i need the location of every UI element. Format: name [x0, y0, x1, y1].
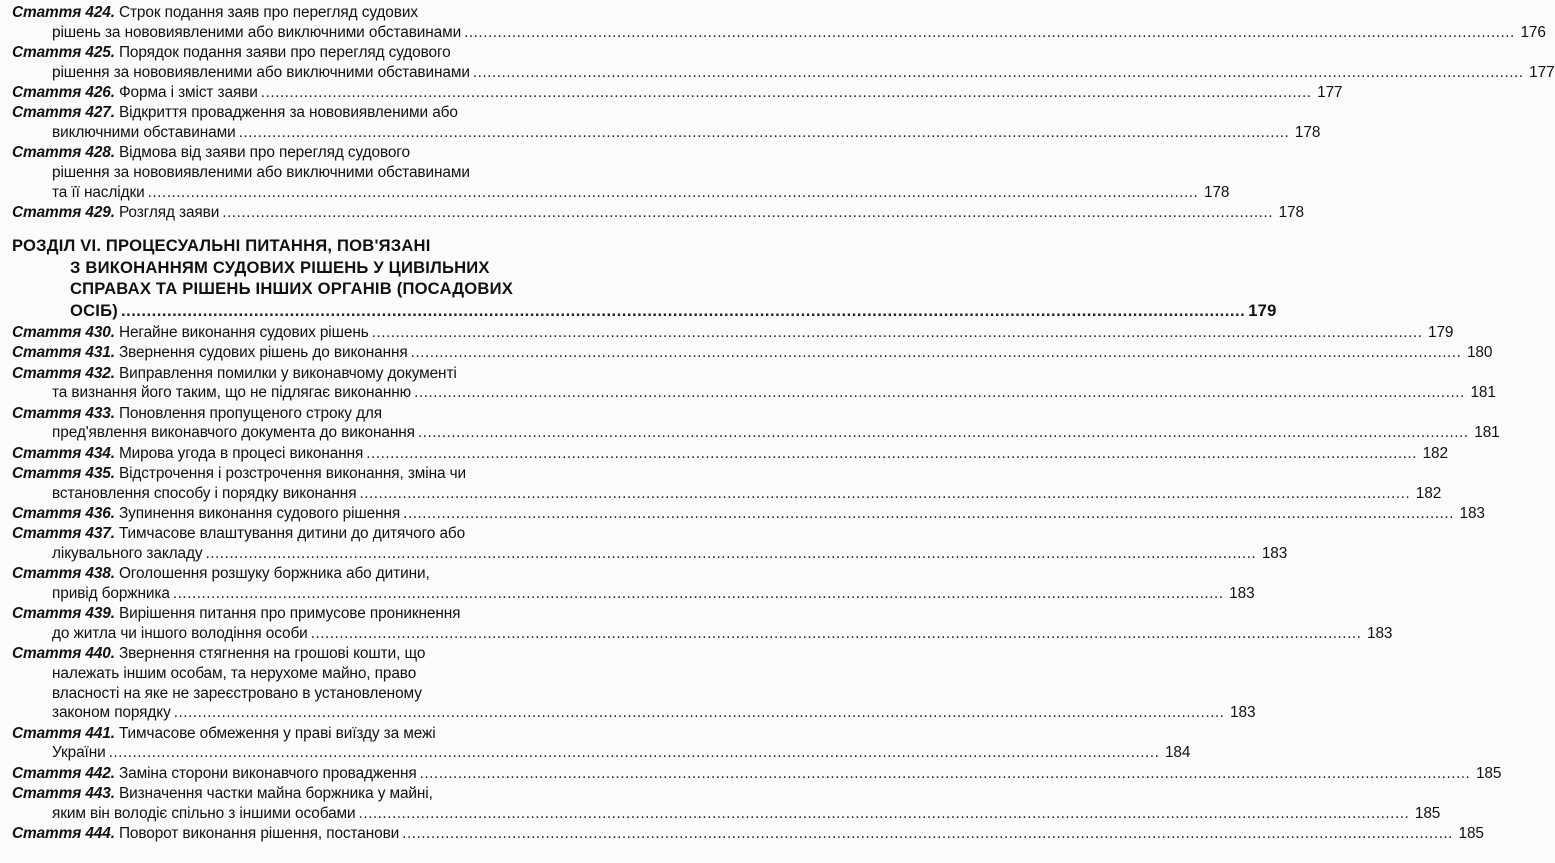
article-title: Розгляд заяви [118, 203, 220, 221]
leader-dots: ............................................................................................................................................................................................................................ [147, 183, 1199, 201]
toc-line [12, 23, 1546, 43]
page-number: 178 [1278, 203, 1304, 221]
toc-line [12, 163, 584, 183]
toc-line [12, 504, 1485, 524]
toc-entry [12, 644, 1256, 722]
toc-entry [12, 3, 1546, 42]
leader-dots: ............................................................................................................................................................................................................................ [371, 323, 1423, 341]
leader-dots: ............................................................................................................................................................................................................................ [417, 424, 1469, 442]
article-title: Відмова від заяви про перегляд судового [118, 144, 410, 162]
page-number: 182 [1422, 444, 1448, 462]
article-label: Стаття 436. [12, 505, 115, 523]
leader-dots: ............................................................................................................................................................................................................................ [222, 203, 1273, 221]
page-number: 179 [1248, 300, 1277, 320]
leader-dots: ............................................................................................................................................................................................................................ [410, 344, 1462, 362]
page-number: 183 [1261, 545, 1288, 563]
article-label: Стаття 424. [12, 4, 115, 21]
toc-entry [12, 103, 1321, 142]
article-title: Порядок подання заяви про перегляд судового [118, 43, 451, 61]
leader-dots: ............................................................................................................................................................................................................................ [472, 63, 1524, 81]
article-title: до житла чи іншого володіння особи [52, 625, 308, 642]
toc-line [12, 743, 1191, 763]
article-title: Тимчасове обмеження у праві виїзду за межі [118, 724, 436, 742]
toc-line [12, 664, 584, 684]
article-title: лікувального закладу [52, 545, 203, 563]
page-number: 178 [1294, 123, 1321, 141]
toc-entry [12, 323, 1454, 343]
article-label: Стаття 444. [12, 824, 115, 842]
toc-line [12, 383, 1496, 403]
page-number: 181 [1470, 384, 1496, 402]
toc-line [12, 300, 1277, 321]
toc-line [12, 423, 1500, 443]
article-title: Оголошення розшуку боржника або дитини, [118, 565, 430, 583]
page-number: 181 [1474, 424, 1500, 442]
article-title: яким він володіє спільно з іншими особами [52, 804, 356, 822]
article-label: Стаття 425. [12, 43, 115, 61]
article-label: Стаття 431. [12, 344, 115, 362]
article-title: З ВИКОНАННЯМ СУДОВИХ РІШЕНЬ У ЦИВІЛЬНИХ [70, 257, 490, 277]
toc-line [12, 484, 1442, 504]
article-title: Звернення судових рішень до виконання [118, 344, 408, 362]
toc-line [12, 724, 584, 744]
article-title: належать іншим особам, та нерухоме майно, право [52, 664, 417, 682]
toc-line [12, 3, 584, 23]
leader-dots: ............................................................................................................................................................................................................................ [205, 545, 1257, 563]
toc-line [12, 364, 584, 384]
leader-dots: ............................................................................................................................................................................................................................ [120, 300, 1246, 320]
page-number: 183 [1459, 505, 1485, 523]
page-number: 185 [1458, 824, 1484, 842]
toc-entry [12, 764, 1502, 784]
article-title: законом порядку [52, 704, 171, 722]
page-number: 179 [1428, 323, 1454, 341]
article-title: Строк подання заяв про перегляд судових [118, 4, 418, 21]
article-label: Стаття 437. [12, 525, 115, 543]
toc-entry [12, 83, 1343, 103]
article-label: Стаття 434. [12, 444, 115, 462]
toc-entry [12, 504, 1485, 524]
article-title: Відкриття провадження за нововиявленими або [118, 104, 458, 122]
article-title: та її наслідки [52, 183, 145, 201]
toc-line [12, 644, 584, 664]
page-number: 183 [1367, 625, 1393, 642]
leader-dots: ............................................................................................................................................................................................................................ [238, 123, 1290, 141]
article-title: Поворот виконання рішення, постанови [118, 824, 400, 842]
toc-line [12, 684, 584, 704]
toc-line [12, 343, 1493, 363]
article-title: та визнання його таким, що не підлягає виконанню [52, 384, 412, 402]
toc-entry [12, 524, 1288, 563]
page-number: 178 [1203, 183, 1230, 201]
article-title: Тимчасове влаштування дитини до дитячого або [118, 525, 466, 543]
page-number: 177 [1317, 83, 1343, 101]
toc-line [12, 63, 1555, 83]
leader-dots: ............................................................................................................................................................................................................................ [366, 444, 1417, 462]
article-label: Стаття 426. [12, 83, 115, 101]
article-label: Стаття 438. [12, 565, 115, 583]
article-title: Негайне виконання судових рішень [118, 323, 369, 341]
toc-line [12, 444, 1448, 464]
article-title: Поновлення пропущеного строку для [118, 404, 383, 422]
toc-line [12, 784, 584, 804]
article-label: Стаття 441. [12, 724, 115, 742]
toc-line [12, 123, 1321, 143]
toc-line [12, 804, 1441, 824]
article-title: виключними обставинами [52, 123, 236, 141]
toc-line [12, 278, 584, 299]
toc-line [12, 103, 584, 123]
leader-dots: ............................................................................................................................................................................................................................ [359, 484, 1411, 502]
toc-line [12, 703, 1256, 723]
toc-line [12, 564, 584, 584]
page-number: 184 [1164, 744, 1191, 762]
leader-dots: ............................................................................................................................................................................................................................ [419, 764, 1471, 782]
toc-line [12, 43, 584, 63]
article-title: рішення за нововиявленими або виключними обставинами [52, 63, 470, 81]
article-title: Мирова угода в процесі виконання [118, 444, 364, 462]
leader-dots: ............................................................................................................................................................................................................................ [260, 83, 1312, 101]
toc-line [12, 143, 584, 163]
article-title: власності на яке не зареєстровано в установленому [52, 684, 422, 702]
article-title: Визначення частки майна боржника у майні, [118, 784, 433, 802]
leader-dots: ............................................................................................................................................................................................................................ [172, 585, 1224, 602]
leader-dots: ............................................................................................................................................................................................................................ [310, 625, 1362, 642]
toc-line [12, 203, 1304, 223]
article-label: Стаття 427. [12, 104, 115, 122]
article-title: Зупинення виконання судового рішення [118, 505, 401, 523]
toc-line [12, 404, 584, 424]
article-title: ОСІБ) [70, 300, 118, 320]
leader-dots: ............................................................................................................................................................................................................................ [173, 704, 1225, 722]
toc-line [12, 764, 1502, 784]
toc-entry [12, 43, 1555, 82]
page-number: 177 [1529, 63, 1555, 81]
toc-line [12, 235, 584, 256]
toc-line [12, 544, 1288, 564]
toc-entry [12, 604, 1393, 643]
section-heading [12, 235, 1277, 321]
page-number: 183 [1230, 704, 1256, 722]
article-title: рішень за нововиявленими або виключними обставинами [52, 23, 462, 41]
toc-entry [12, 564, 1255, 603]
toc-line [12, 83, 1343, 103]
toc-entry [12, 444, 1448, 464]
article-label: Стаття 435. [12, 465, 115, 483]
article-label: Стаття 443. [12, 784, 115, 802]
leader-dots: ............................................................................................................................................................................................................................ [108, 744, 1160, 762]
leader-dots: ............................................................................................................................................................................................................................ [414, 384, 1465, 402]
toc-entry [12, 343, 1493, 363]
article-title: РОЗДІЛ VI. ПРОЦЕСУАЛЬНІ ПИТАННЯ, ПОВ'ЯЗАНІ [12, 236, 431, 256]
leader-dots: ............................................................................................................................................................................................................................ [402, 824, 1453, 842]
article-label: Стаття 442. [12, 764, 115, 782]
toc-line [12, 824, 1484, 844]
article-title: рішення за нововиявленими або виключними обставинами [52, 163, 470, 181]
toc-entry [12, 203, 1304, 223]
toc-line [12, 183, 1230, 203]
toc-line [12, 524, 584, 544]
page-number: 185 [1414, 804, 1441, 822]
article-title: України [52, 744, 106, 762]
leader-dots: ............................................................................................................................................................................................................................ [358, 804, 1410, 822]
toc-line [12, 323, 1454, 343]
article-title: СПРАВАХ ТА РІШЕНЬ ІНШИХ ОРГАНІВ (ПОСАДОВИХ [70, 279, 513, 299]
page-number: 183 [1229, 585, 1255, 602]
article-title: Виправлення помилки у виконавчому документі [118, 364, 457, 382]
toc-line [12, 257, 584, 278]
toc-entry [12, 364, 1496, 403]
article-title: Форма і зміст заяви [118, 83, 258, 101]
article-label: Стаття 439. [12, 605, 115, 623]
article-label: Стаття 440. [12, 645, 115, 663]
article-label: Стаття 428. [12, 144, 115, 162]
article-label: Стаття 429. [12, 203, 115, 221]
article-label: Стаття 432. [12, 364, 115, 382]
toc-entry [12, 824, 1484, 844]
article-title: Відстрочення і розстрочення виконання, зміна чи [118, 465, 467, 483]
article-title: привід боржника [52, 585, 170, 602]
toc-line [12, 624, 1393, 644]
toc-entry [12, 784, 1441, 823]
toc-line [12, 604, 584, 624]
article-label: Стаття 430. [12, 323, 115, 341]
article-title: Вирішення питання про примусове проникнення [118, 605, 461, 623]
toc-line [12, 584, 1255, 604]
page-number: 176 [1520, 23, 1546, 41]
toc-line [12, 464, 584, 484]
toc-entry [12, 464, 1442, 503]
toc-entry [12, 143, 1230, 202]
toc-entry [12, 724, 1191, 763]
page-number: 185 [1475, 764, 1502, 782]
article-title: Заміна сторони виконавчого провадження [118, 764, 417, 782]
article-title: пред'явлення виконавчого документа до виконання [52, 424, 415, 442]
article-title: Звернення стягнення на грошові кошти, що [118, 645, 426, 663]
article-label: Стаття 433. [12, 404, 115, 422]
leader-dots: ............................................................................................................................................................................................................................ [403, 505, 1454, 523]
article-title: встановлення способу і порядку виконання [52, 484, 357, 502]
toc-entry [12, 404, 1500, 443]
page-number: 182 [1415, 484, 1442, 502]
leader-dots: ............................................................................................................................................................................................................................ [464, 23, 1515, 41]
page-number: 180 [1466, 344, 1493, 362]
